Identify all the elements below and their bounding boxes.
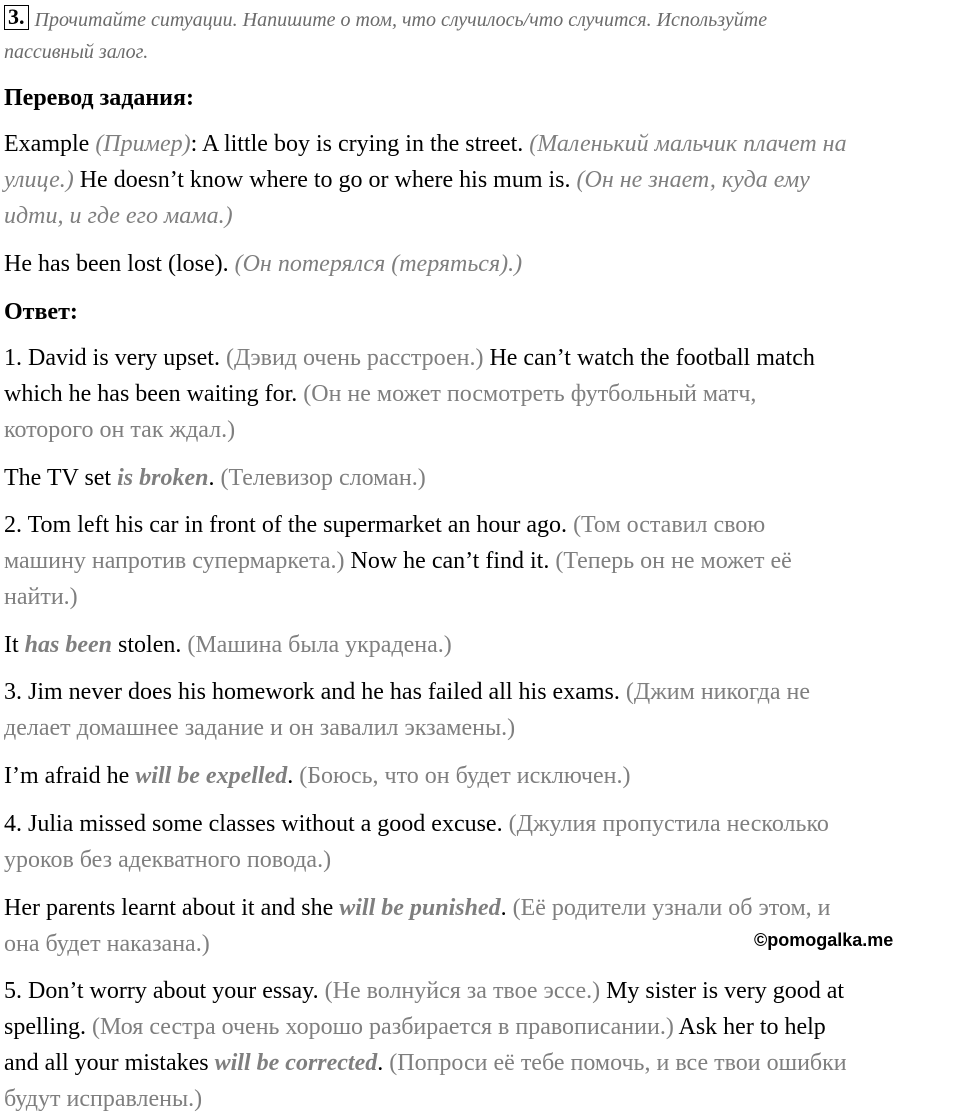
answer-highlight: will be corrected xyxy=(214,1050,378,1076)
item-3-line-1 xyxy=(4,674,810,710)
translation-text: (Боюсь, что он будет исключен.) xyxy=(299,763,631,789)
translation-text: (Не волнуйся за твое эссе.) xyxy=(324,978,601,1004)
translation-text: (Том оставил свою xyxy=(573,512,766,538)
item-4-line-2 xyxy=(4,842,331,878)
task-number-badge: 3. xyxy=(4,5,29,30)
text: The TV set xyxy=(4,465,118,491)
text: stolen. xyxy=(112,632,188,658)
example-line-3 xyxy=(4,198,233,234)
task-instruction xyxy=(4,4,958,68)
translation-text: (Пример) xyxy=(95,131,191,157)
item-5-line-2 xyxy=(4,1009,826,1045)
translation-text: (Телевизор сломан.) xyxy=(220,465,426,491)
example-answer xyxy=(4,246,522,282)
translation-text: она будет наказана.) xyxy=(4,931,210,957)
text: and all your mistakes xyxy=(4,1050,215,1076)
translation-text: (Машина была украдена.) xyxy=(187,632,452,658)
translation-text: идти, и где его мама.) xyxy=(4,203,233,229)
text: He has been lost (lose). xyxy=(4,251,235,277)
text: spelling. xyxy=(4,1014,92,1040)
translation-text: делает домашнее задание и он завалил экзамены.) xyxy=(4,715,516,741)
answer-highlight: will be punished xyxy=(339,895,501,921)
translation-text: (Он потерялся (теряться).) xyxy=(234,251,523,277)
example-line-1 xyxy=(4,126,847,162)
text: 5. Don’t worry about your essay. xyxy=(4,978,325,1004)
item-2-line-1 xyxy=(4,507,765,543)
text: He can’t watch the football match xyxy=(483,345,815,371)
text: 2. Tom left his car in front of the supermarket an hour ago. xyxy=(4,512,574,538)
translation-heading: Перевод задания: xyxy=(4,85,194,111)
translation-text: уроков без адекватного повода.) xyxy=(4,847,332,873)
text: 1. David is very upset. xyxy=(4,345,226,371)
item-3-answer xyxy=(4,758,630,794)
answer-highlight: has been xyxy=(24,632,113,658)
item-4-line-1 xyxy=(4,806,829,842)
text: : A little boy is crying in the street. xyxy=(190,131,530,157)
translation-text: (Попроси её тебе помочь, и все твои ошибки xyxy=(389,1050,847,1076)
translation-text: машину напротив супермаркета.) xyxy=(4,548,345,574)
item-1-line-2 xyxy=(4,376,756,412)
item-1-line-1 xyxy=(4,340,815,376)
item-4-answer xyxy=(4,890,831,926)
translation-text: будут исправлены.) xyxy=(4,1086,203,1112)
item-3-line-2 xyxy=(4,710,515,746)
text: Her parents learnt about it and she xyxy=(4,895,340,921)
translation-text: (Он не знает, куда ему xyxy=(576,167,810,193)
text: Ask her to help xyxy=(673,1014,826,1040)
translation-text: (Джулия пропустила несколько xyxy=(508,811,829,837)
text: 3. Jim never does his homework and he has failed all his exams. xyxy=(4,679,626,705)
item-1-line-3 xyxy=(4,412,235,448)
text: I’m afraid he xyxy=(4,763,136,789)
item-4-answer-line-2 xyxy=(4,926,210,962)
text: which he has been waiting for. xyxy=(4,381,304,407)
text: 4. Julia missed some classes without a good excuse. xyxy=(4,811,509,837)
watermark: ©pomogalka.me xyxy=(754,930,894,950)
item-2-answer xyxy=(4,627,452,663)
translation-text: (Дэвид очень расстроен.) xyxy=(225,345,484,371)
instruction-line-2: пассивный залог. xyxy=(4,41,149,63)
item-5-line-3 xyxy=(4,1045,847,1081)
translation-text: (Моя сестра очень хорошо разбирается в правописании.) xyxy=(92,1014,674,1040)
text: Now he can’t find it. xyxy=(344,548,556,574)
item-5-line-1 xyxy=(4,973,844,1009)
instruction-line-1: Прочитайте ситуации. Напишите о том, что случилось/что случится. Используйте xyxy=(34,9,768,31)
text: He doesn’t know where to go or where his mum is. xyxy=(73,167,577,193)
text: . xyxy=(500,895,513,921)
translation-text: которого он так ждал.) xyxy=(4,417,236,443)
answer-highlight: will be expelled xyxy=(135,763,288,789)
translation-text: улице.) xyxy=(4,167,74,193)
text: My sister is very good at xyxy=(600,978,845,1004)
text: It xyxy=(4,632,25,658)
translation-text: (Маленький мальчик плачет на xyxy=(529,131,847,157)
item-2-line-3 xyxy=(4,579,78,615)
translation-text: найти.) xyxy=(4,584,78,610)
example-line-2 xyxy=(4,162,810,198)
text: . xyxy=(208,465,221,491)
answer-heading: Ответ: xyxy=(4,299,78,325)
answer-highlight: is broken xyxy=(117,465,209,491)
text: . xyxy=(377,1050,390,1076)
item-1-answer xyxy=(4,460,426,496)
item-5-line-4 xyxy=(4,1081,202,1117)
item-2-line-2 xyxy=(4,543,792,579)
text: Example xyxy=(4,131,96,157)
translation-text: (Теперь он не может её xyxy=(555,548,792,574)
translation-text: (Её родители узнали об этом, и xyxy=(512,895,831,921)
translation-text: (Он не может посмотреть футбольный матч, xyxy=(303,381,757,407)
text: . xyxy=(287,763,300,789)
translation-text: (Джим никогда не xyxy=(625,679,810,705)
